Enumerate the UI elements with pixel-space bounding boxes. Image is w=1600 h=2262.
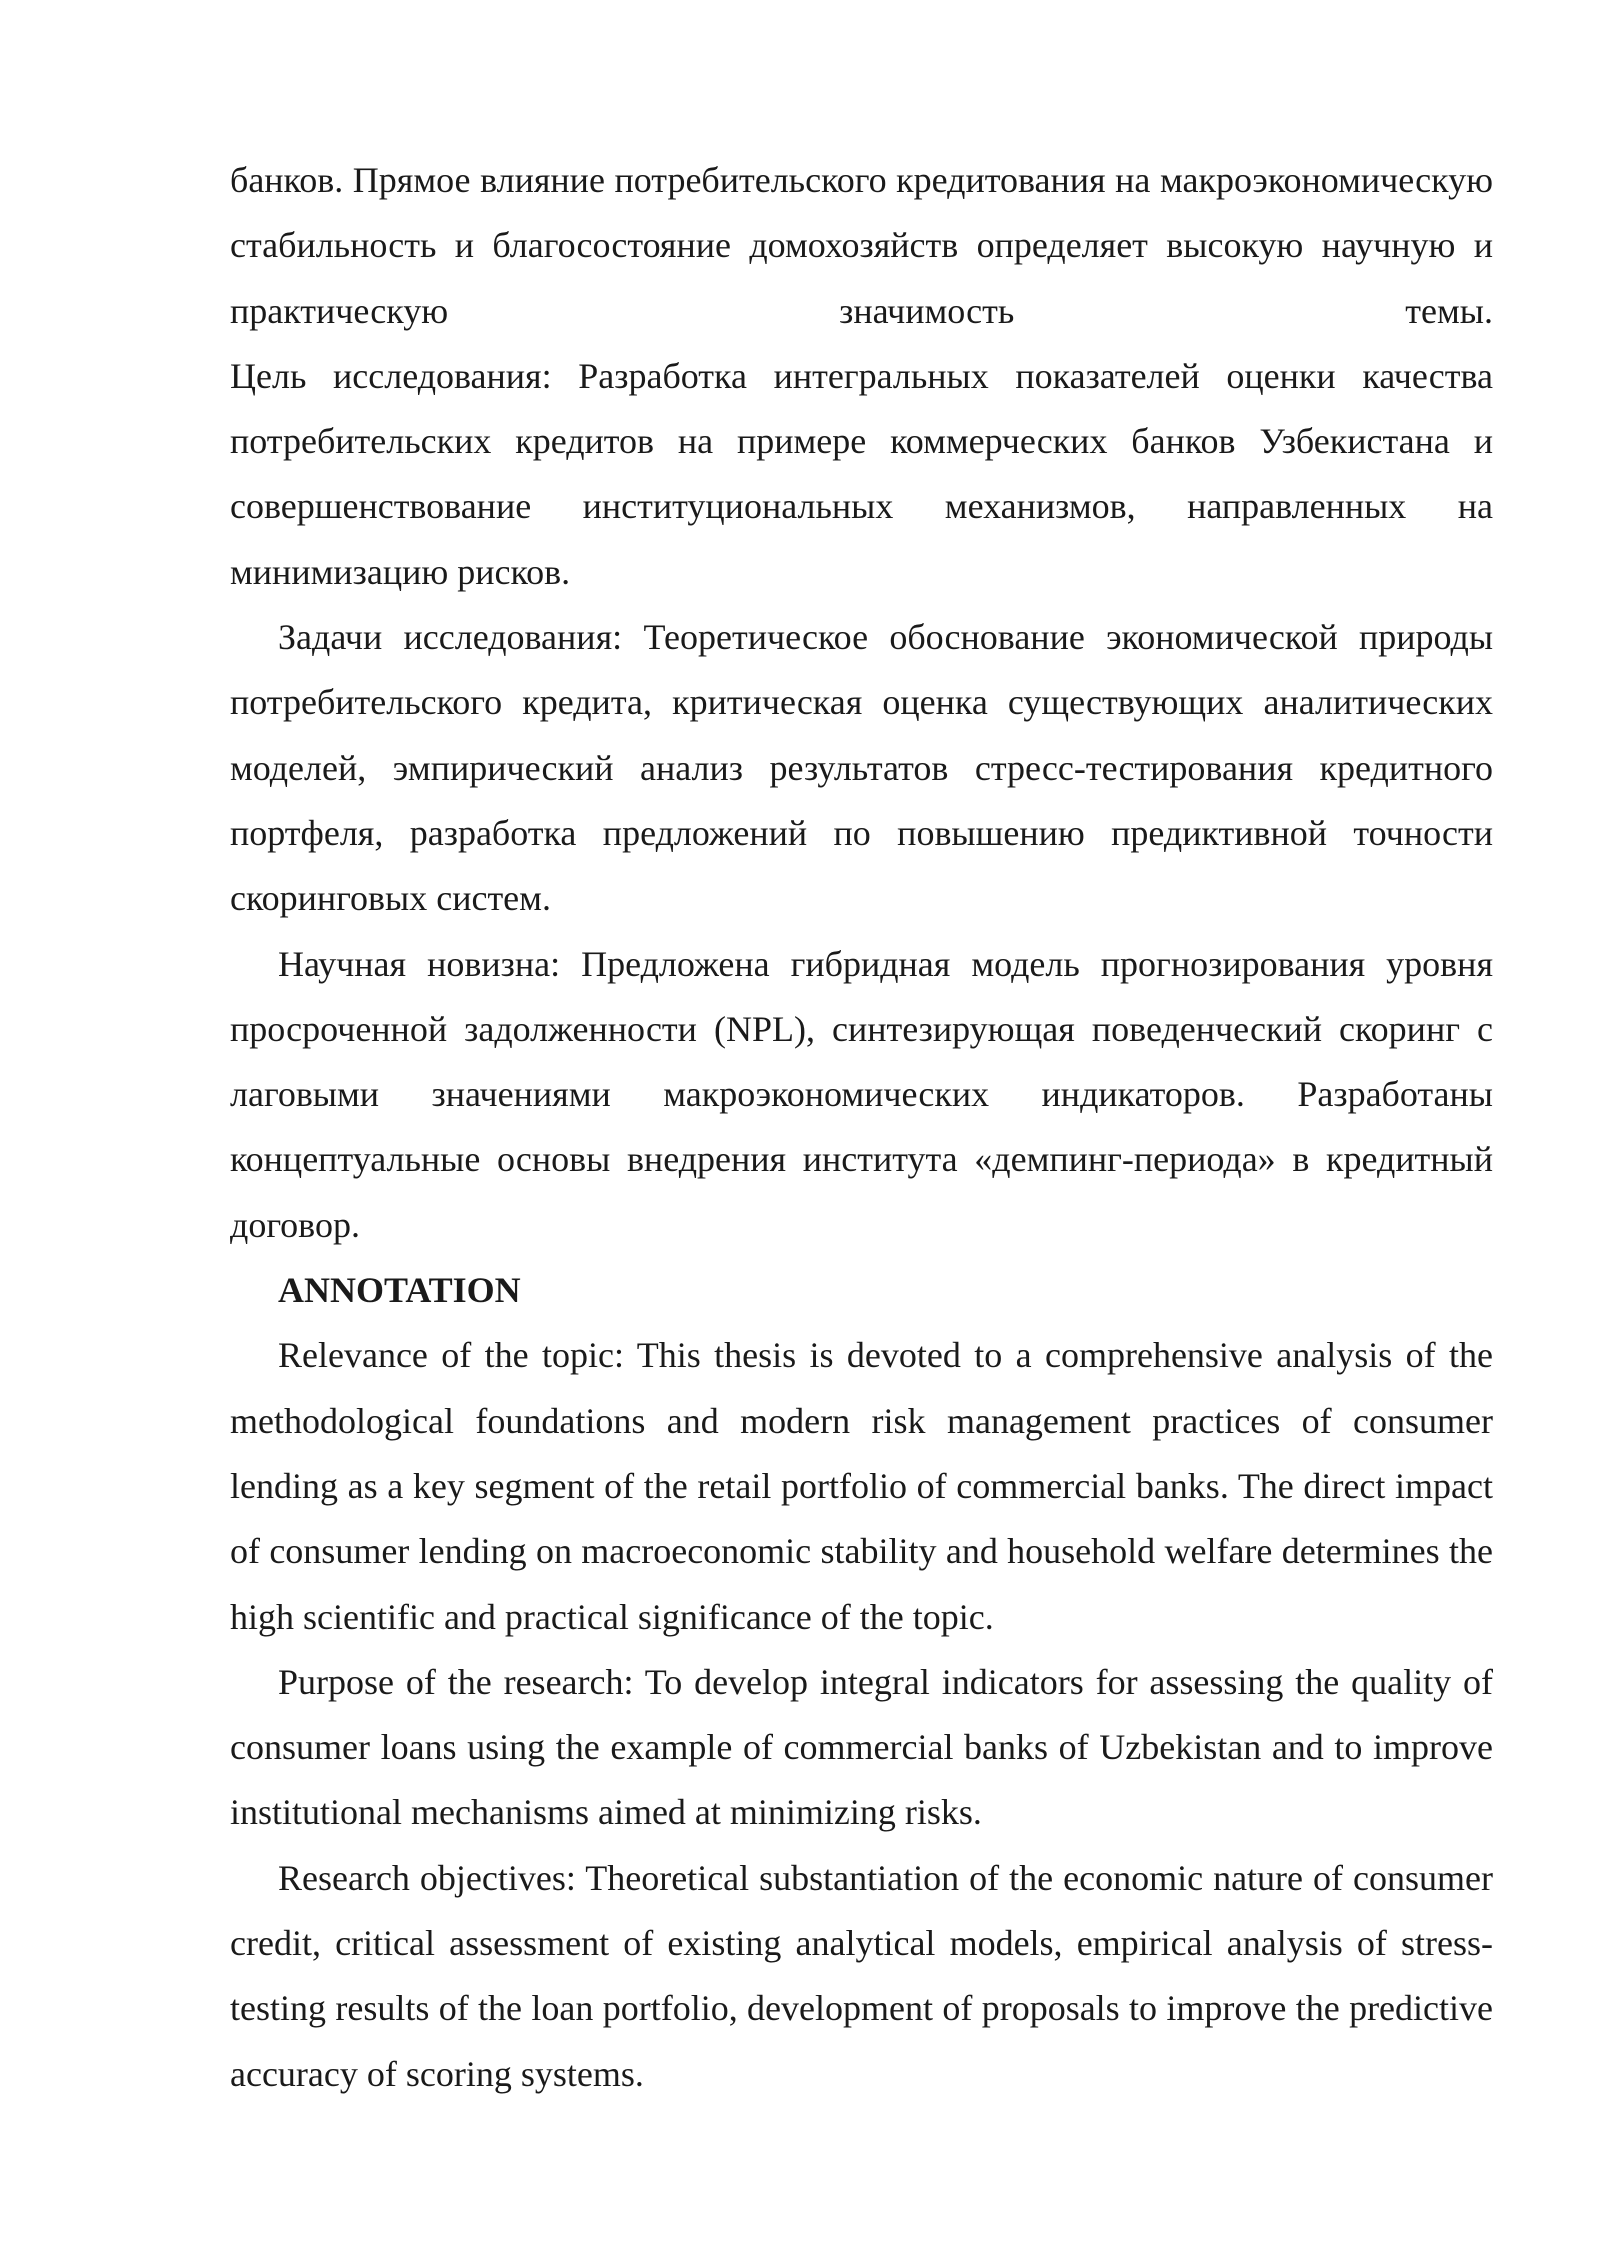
document-body <box>230 148 1493 2107</box>
tasks-text-ru: Теоретическое обоснование экономической природы потребительского кредита, критическая оценка существующих аналитических моделей, эмпирический анализ результатов стресс-тестирования кредитного портфеля, разработка предложений по повышению предиктивной точности скоринговых систем. <box>230 617 1494 919</box>
tasks-label-ru: Задачи исследования: <box>278 617 623 658</box>
paragraph-tasks-ru <box>230 605 1493 931</box>
purpose-text-en: To develop integral indicators for assessing the quality of consumer loans using the example of commercial banks of Uzbekistan and to improve institutional mechanisms aimed at minimizing risks. <box>230 1661 1493 1833</box>
purpose-label-en: Purpose of the research: <box>278 1661 634 1702</box>
relevance-label-en: Relevance of the topic: <box>278 1335 625 1376</box>
paragraph-purpose-en <box>230 1650 1493 1846</box>
paragraph-novelty-ru <box>230 932 1493 1258</box>
paragraph-relevance-en <box>230 1323 1493 1649</box>
paragraph-continuation-text: банков. Прямое влияние потребительского кредитования на макроэкономическую стабильность и благосостояние домохозяйств определяет высокую научную и практическую значимость темы. <box>230 160 1493 331</box>
novelty-label-ru: Научная новизна: <box>278 943 561 984</box>
purpose-text-ru: Разработка интегральных показателей оценки качества потребительских кредитов на примере коммерческих банков Узбекистана и совершенствование институциональных механизмов, направленных на минимизацию рисков. <box>230 355 1494 592</box>
paragraph-continuation <box>230 148 1493 344</box>
novelty-text-ru: Предложена гибридная модель прогнозирования уровня просроченной задолженности (NPL), синтезирующая поведенческий скоринг с лаговыми значениями макроэкономических индикаторов. Разработаны концептуальные основы внедрения института «демпинг-периода» в кредитный договор. <box>230 943 1494 1245</box>
paragraph-purpose-ru <box>230 344 1493 605</box>
purpose-label-ru: Цель исследования: <box>230 355 552 396</box>
paragraph-objectives-en <box>230 1846 1493 2107</box>
objectives-text-en: Theoretical substantiation of the economic nature of consumer credit, critical assessment of existing analytical models, empirical analysis of stress-testing results of the loan portfolio, development of proposals to improve the predictive accuracy of scoring systems. <box>230 1857 1493 2094</box>
annotation-heading: ANNOTATION <box>278 1270 521 1311</box>
relevance-text-en: This thesis is devoted to a comprehensive analysis of the methodological foundations and modern risk management practices of consumer lending as a key segment of the retail portfolio of commercial banks. The direct impact of consumer lending on macroeconomic stability and household welfare determines the high scientific and practical significance of the topic. <box>230 1335 1493 1637</box>
objectives-label-en: Research objectives: <box>278 1857 576 1898</box>
